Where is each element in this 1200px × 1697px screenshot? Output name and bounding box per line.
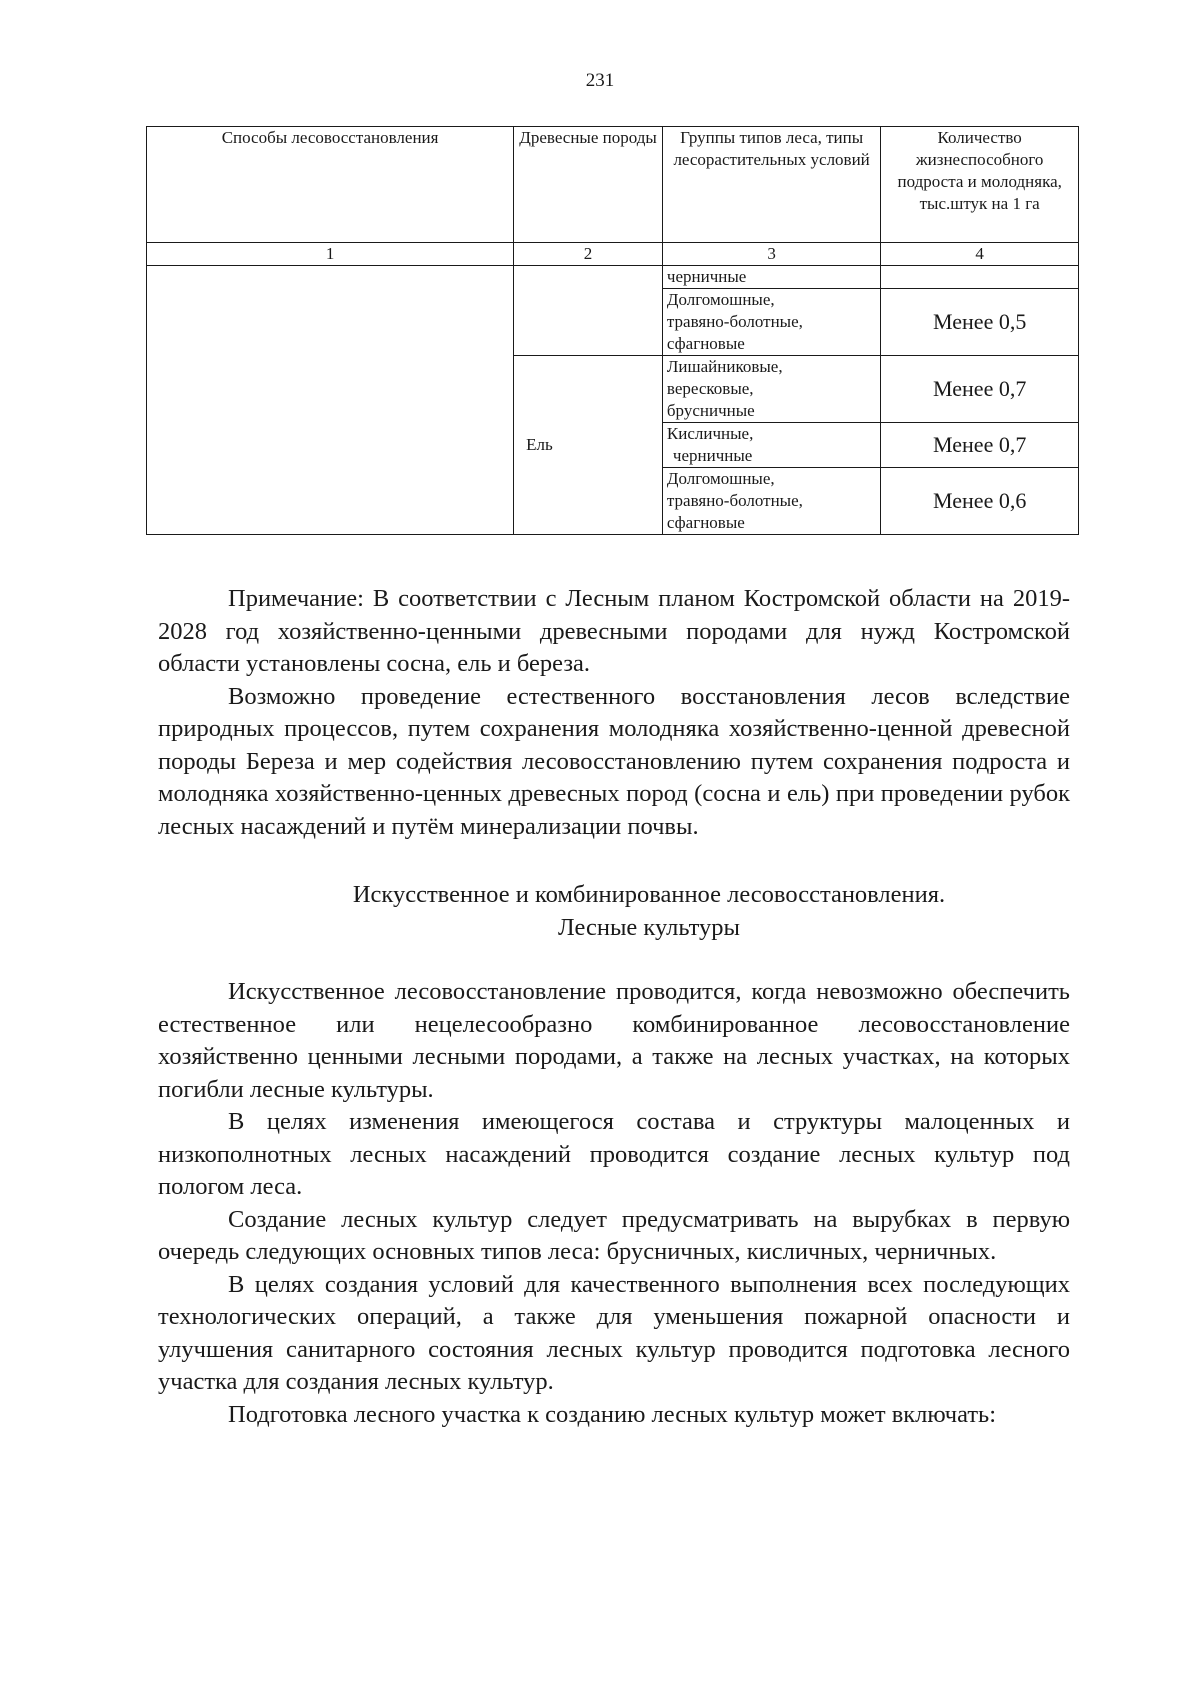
column-number: 3 [662,243,880,266]
forest-type: брусничные [666,401,755,420]
section-heading [158,879,1070,944]
table-row [147,266,1079,289]
amount-cell: Менее 0,7 [881,356,1079,423]
reforestation-table [146,126,1079,535]
forest-types-cell [662,289,880,356]
forest-type: сфагновые [666,334,745,353]
amount-cell: Менее 0,7 [881,423,1079,468]
note-paragraph: Примечание: В соответствии с Лесным планом Костромской области на 2019-2028 год хозяйственно-ценными древесными породами для нужд Костромской области установлены сосна, ель и береза. [158,585,1070,677]
column-number: 4 [881,243,1079,266]
forest-type: черничные [672,446,753,465]
header-species: Древесные породы [514,127,663,243]
section-heading-line: Искусственное и комбинированное лесовосстановления. [352,881,946,908]
clearcuts-paragraph: Создание лесных культур следует предусматривать на вырубках в первую очередь следующих основных типов леса: брусничных, кисличных, черничных. [158,1205,1070,1265]
species-cell-spruce: Ель [514,356,663,535]
forest-types-cell [662,468,880,535]
header-methods: Способы лесовосстановления [147,127,514,243]
forest-type: травяно-болотные, [666,312,803,331]
forest-type: черничные [666,267,747,286]
natural-regeneration-paragraph: Возможно проведение естественного восстановления лесов вследствие природных процессов, путем сохранения молодняка хозяйственно-ценной древесной породы Береза и мер содействия лесовосстановлению путем сохранения подроста и молодняка хозяйственно-ценных древесных пород (сосна и ель) при проведении рубок лесных насаждений и путём минерализации почвы. [158,682,1070,840]
species-cell-empty [514,266,663,356]
forest-types-cell [662,356,880,423]
forest-type: Кисличные, [666,424,754,443]
artificial-reforestation-paragraph: Искусственное лесовосстановление проводится, когда невозможно обеспечить естественное или нецелесообразно комбинированное лесовосстановление хозяйственно ценными лесными породами, а также на лесных участках, на которых погибли лесные культуры. [158,978,1070,1103]
body-text [158,583,1070,1431]
header-quantity: Количество жизнеспособного подроста и молодняка, тыс.штук на 1 га [881,127,1079,243]
column-number: 1 [147,243,514,266]
forest-type: вересковые, [666,379,754,398]
forest-types-cell [662,266,880,289]
table-column-numbers-row [147,243,1079,266]
site-preparation-paragraph: В целях создания условий для качественного выполнения всех последующих технологических операций, а также для уменьшения пожарной опасности и улучшения санитарного состояния лесных культур проводится подготовка лесного участка для создания лесных культур. [158,1270,1070,1395]
forest-types-cell [662,423,880,468]
forest-type: Лишайниковые, [666,357,783,376]
amount-cell: Менее 0,6 [881,468,1079,535]
amount-cell [881,266,1079,289]
underplanting-paragraph: В целях изменения имеющегося состава и структуры малоценных и низкополнотных лесных насаждений проводится создание лесных культур под пологом леса. [158,1108,1070,1200]
forest-type: травяно-болотные, [666,491,803,510]
header-forest-types: Группы типов леса, типы лесорастительных условий [662,127,880,243]
preparation-includes-paragraph: Подготовка лесного участка к созданию лесных культур может включать: [228,1400,997,1428]
page-number: 231 [585,70,615,91]
forest-type: Долгомошные, [666,290,775,309]
amount-cell: Менее 0,5 [881,289,1079,356]
methods-cell-empty [147,266,514,535]
forest-type: сфагновые [666,513,745,532]
section-heading-line: Лесные культуры [558,913,740,941]
table-header-row [147,127,1079,243]
column-number: 2 [514,243,663,266]
forest-type: Долгомошные, [666,469,775,488]
